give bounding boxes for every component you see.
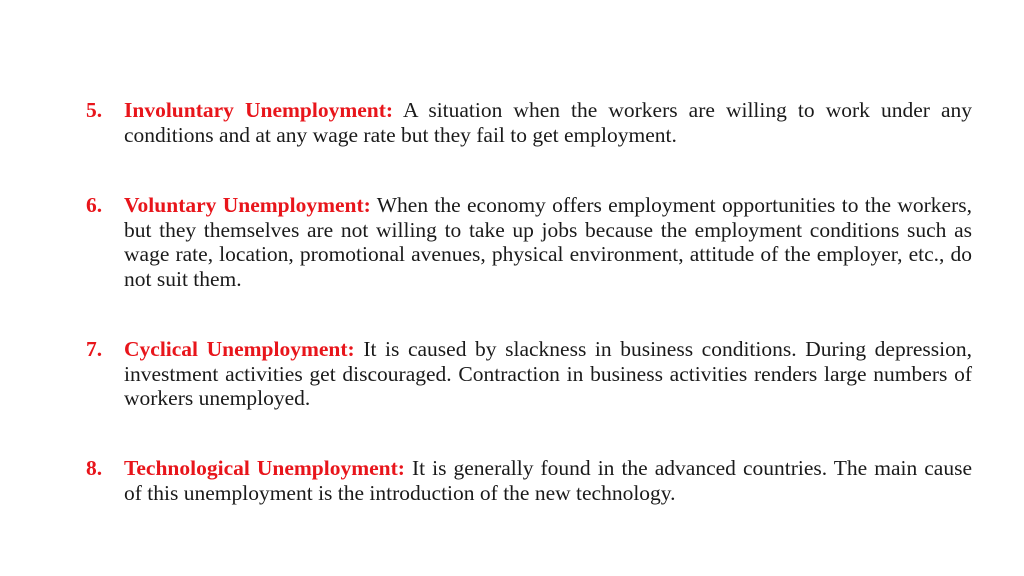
item-number: 7. xyxy=(86,337,103,361)
item-body xyxy=(124,456,972,505)
item-description: When the economy offers employment opportunities to the workers, but they themselves are not willing to take up jobs because the employment conditions such as wage rate, location, promotional avenues, physical environment, attitude of the employer, etc., do not suit them. xyxy=(124,193,972,291)
item-term: Cyclical Unemployment: xyxy=(124,337,355,361)
item-term: Technological Unemployment: xyxy=(124,456,405,480)
item-body xyxy=(124,193,972,291)
list-item-technological-unemployment xyxy=(86,456,972,505)
item-body xyxy=(124,337,972,411)
item-number: 5. xyxy=(86,98,103,122)
item-description: A situation when the workers are willing to work under any conditions and at any wage rate but they fail to get employment. xyxy=(124,98,972,147)
item-term: Voluntary Unemployment: xyxy=(124,193,371,217)
item-number: 8. xyxy=(86,456,103,480)
item-body xyxy=(124,98,972,147)
item-description: It is generally found in the advanced countries. The main cause of this unemployment is the introduction of the new technology. xyxy=(124,456,972,505)
list-item-cyclical-unemployment xyxy=(86,337,972,411)
item-description: It is caused by slackness in business conditions. During depression, investment activities get discouraged. Contraction in business activities renders large numbers of workers unemployed. xyxy=(124,337,973,410)
item-term: Involuntary Unemployment: xyxy=(124,98,394,122)
list-item-involuntary-unemployment xyxy=(86,98,972,147)
list-item-voluntary-unemployment xyxy=(86,193,972,291)
item-number: 6. xyxy=(86,193,103,217)
